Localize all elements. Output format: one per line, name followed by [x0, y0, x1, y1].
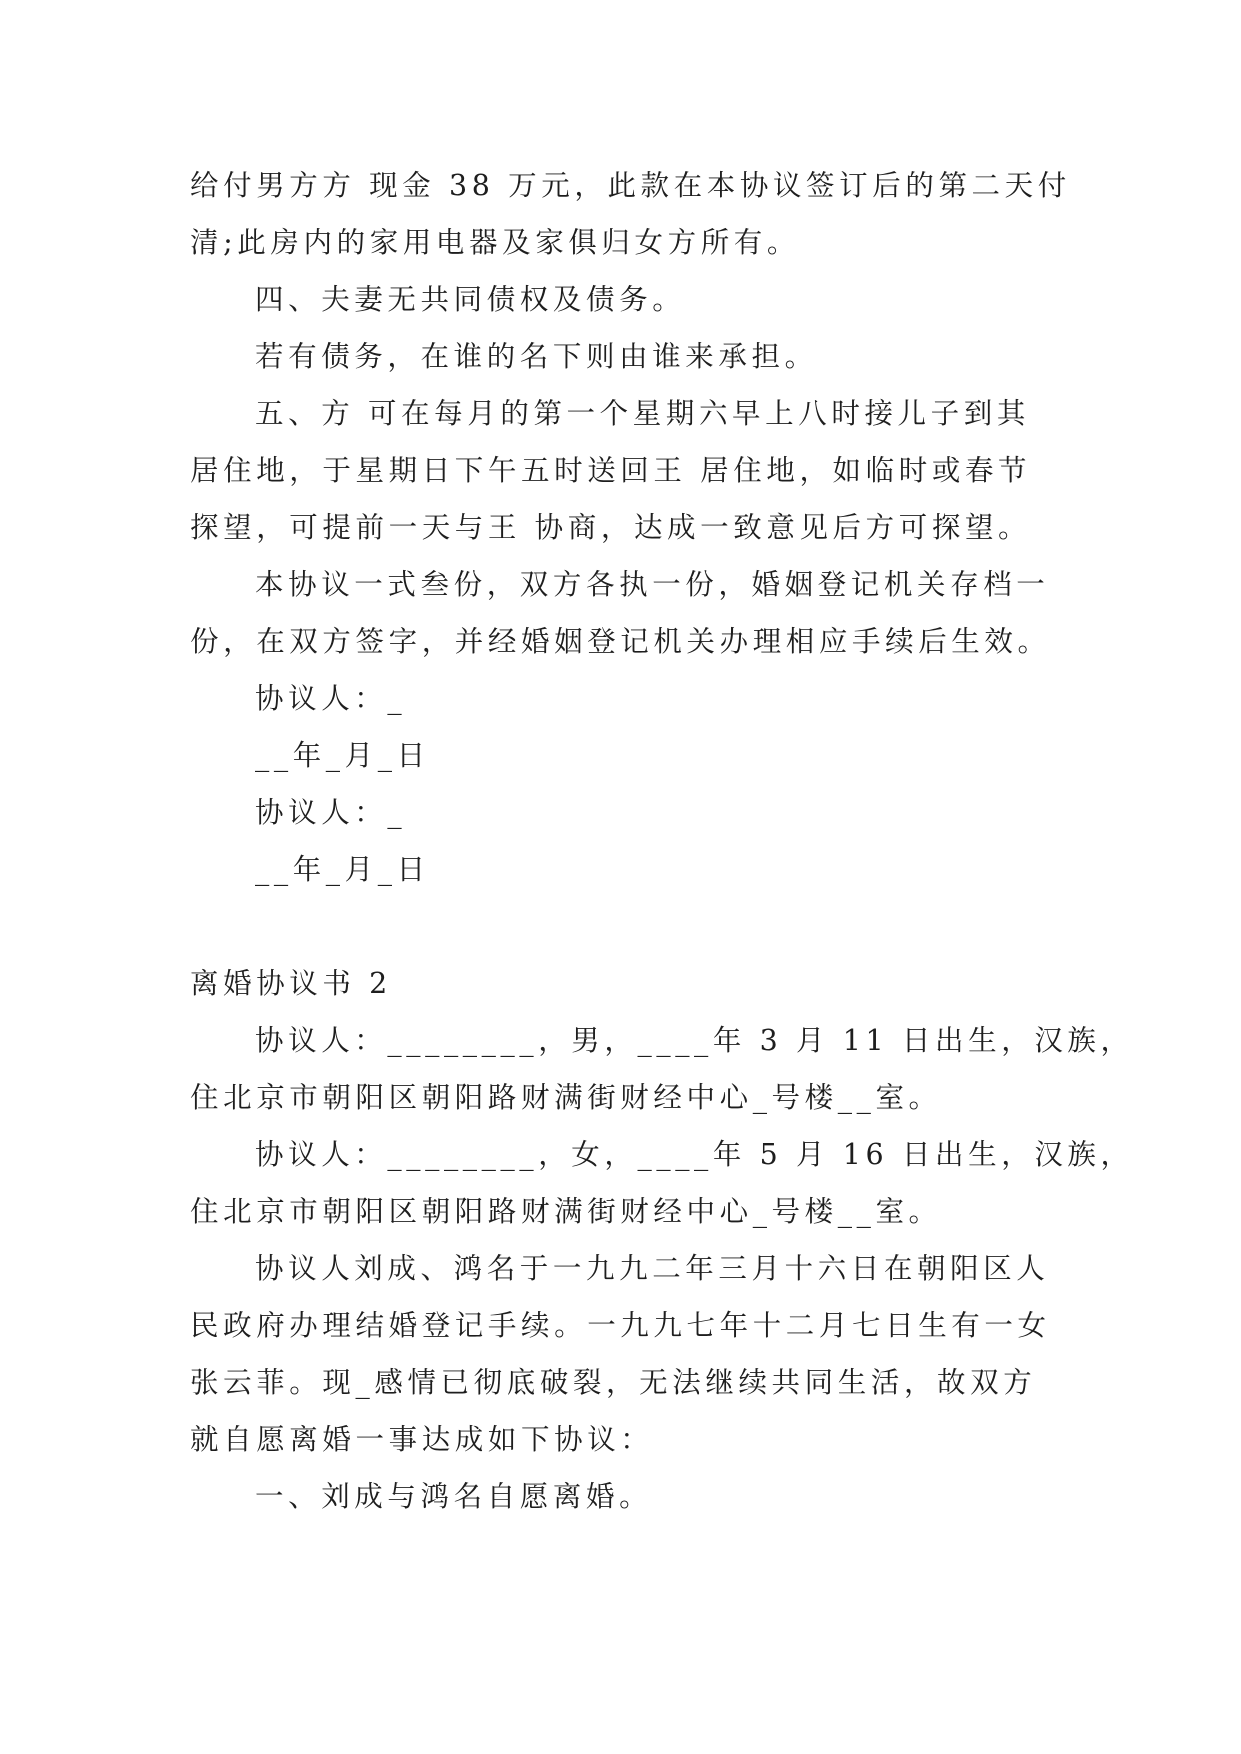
signature-line: 协议人：_: [255, 682, 407, 715]
date-line: __年_月_日: [255, 739, 430, 772]
signature-line: 协议人：_: [255, 796, 407, 829]
paragraph-line: 张云菲。现_感情已彻底破裂，无法继续共同生活，故双方: [190, 1366, 1037, 1399]
paragraph-line: 四、夫妻无共同债权及债务。: [255, 283, 686, 316]
paragraph-line: 协议人：________，男，____年 3 月 11 日出生，汉族，: [255, 1024, 1134, 1057]
paragraph-line: 探望，可提前一天与王 协商，达成一致意见后方可探望。: [190, 511, 1032, 544]
paragraph-line: 协议人刘成、鸿名于一九九二年三月十六日在朝阳区人: [255, 1252, 1050, 1285]
paragraph-line: 住北京市朝阳区朝阳路财满街财经中心_号楼__室。: [190, 1195, 942, 1228]
paragraph-line: 份，在双方签字，并经婚姻登记机关办理相应手续后生效。: [190, 625, 1051, 658]
paragraph-line: 居住地，于星期日下午五时送回王 居住地，如临时或春节: [190, 454, 1032, 487]
paragraph-line: 就自愿离婚一事达成如下协议：: [190, 1423, 654, 1456]
paragraph-line: 若有债务，在谁的名下则由谁来承担。: [255, 340, 818, 373]
paragraph-line: 一、刘成与鸿名自愿离婚。: [255, 1480, 653, 1513]
paragraph-line: 民政府办理结婚登记手续。一九九七年十二月七日生有一女: [190, 1309, 1051, 1342]
paragraph-line: 给付男方方 现金 38 万元，此款在本协议签订后的第二天付: [190, 169, 1071, 202]
paragraph-line: 清;此房内的家用电器及家俱归女方所有。: [190, 226, 801, 259]
date-line: __年_月_日: [255, 853, 430, 886]
section-title: 离婚协议书 2: [190, 967, 392, 1000]
paragraph-line: 五、方 可在每月的第一个星期六早上八时接儿子到其: [255, 397, 1030, 430]
paragraph-line: 住北京市朝阳区朝阳路财满街财经中心_号楼__室。: [190, 1081, 942, 1114]
paragraph-line: 本协议一式叁份，双方各执一份，婚姻登记机关存档一: [255, 568, 1050, 601]
paragraph-line: 协议人：________，女，____年 5 月 16 日出生，汉族，: [255, 1138, 1134, 1171]
